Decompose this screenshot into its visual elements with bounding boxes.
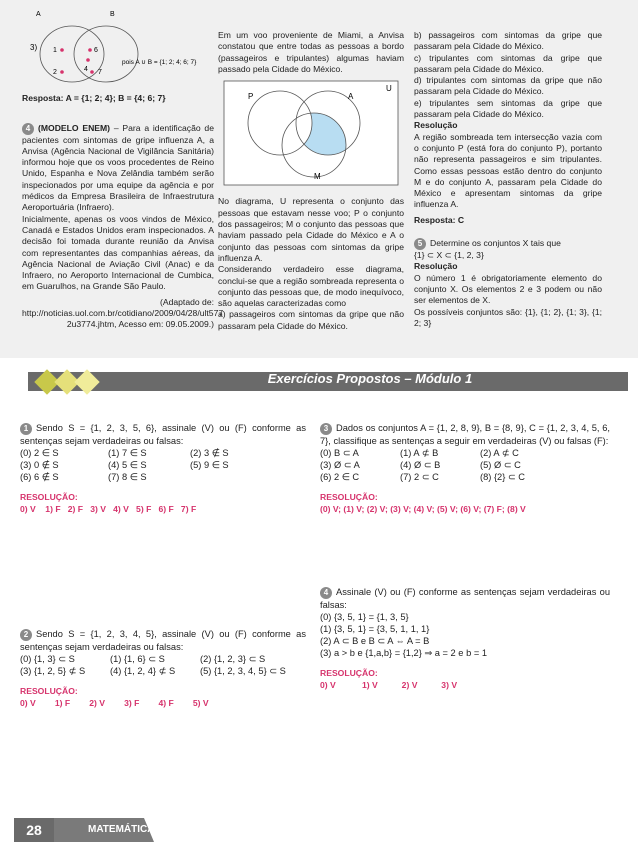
statement-row: (6) 6 ∉ S (7) 8 ∈ S xyxy=(20,472,147,482)
diagram-explanation: No diagrama, U representa o conjunto das pessoas que estavam nesse voo; P o conjunto dos passageiros; M o conjunto das pessoas que haviam passado pela Cidade do México e A o conjunto das pessoas com sintomas da gripe influenza A. xyxy=(218,196,404,263)
context-paragraph: Em um voo proveniente de Miami, a Anvisa constatou que entre todas as pessoas a bordo (passageiros e tripulantes) algumas haviam passado pela Cidade do México. xyxy=(218,30,404,74)
venn-set-a xyxy=(40,26,104,82)
question-4: 4 (MODELO ENEM) – Para a identificação de pacientes com sintomas de gripe influenza A, a Anvisa (Agência Nacional de Vigilância Sanitária) informou hoje que os voos procedentes de Reino Unido, Espanha e Nova Zelândia também serão inspecionados por uma equipe da agência e por médicos da Empresa Brasileira de Infraestrutura Aeroportuária (Infraero). xyxy=(22,122,214,213)
statement-row: (3) 0 ∉ S (4) 5 ∈ S (5) 9 ∈ S xyxy=(20,460,229,470)
resolution-label: RESOLUÇÃO: xyxy=(20,686,78,696)
statement-row: (0) B ⊂ A (1) A ⊄ B (2) A ⊄ C xyxy=(320,448,519,458)
exercise-number-badge: 3 xyxy=(320,423,332,435)
resolution-answers: 0) V 1) F 2) V 3) F 4) F 5) V xyxy=(20,698,209,708)
resolution-answers: 0) V 1) V 2) V 3) V xyxy=(320,680,458,690)
resolution-answers: (0) V; (1) V; (2) V; (3) V; (4) V; (5) V; (6) V; (7) F; (8) V xyxy=(320,504,526,514)
left-column xyxy=(22,6,224,331)
resolution-label: RESOLUÇÃO: xyxy=(320,492,378,502)
large-venn-diagram xyxy=(218,79,404,189)
option-d: d) tripulantes com sintomas da gripe que não passaram pela Cidade do México. xyxy=(414,75,602,97)
right-column xyxy=(414,30,602,329)
statement-line: (2) A ⊂ B e B ⊂ A ⇔ A = B xyxy=(320,636,430,646)
venn-set-b xyxy=(74,26,138,82)
answer-line: Resposta: A = {1; 2; 4}; B = {4; 6; 7} xyxy=(22,93,166,104)
exercise-1: 1 Sendo S = {1, 2, 3, 5, 6}, assinale (V) ou (F) conforme as sentenças sejam verdadeiras ou falsas: (0) 2 ∈ S (1) 7 ∈ S (2) 3 ∉ S (3) 0 ∉ S (4) 5 ∈ S (5) 9 ∈ S (6) 6 ∉ S (7) 8 ∈ S RESOLUÇÃO: 0) V 1) F 2) F 3) V 4) V 5) F 6) F 7) F xyxy=(20,423,306,514)
svg-text:6: 6 xyxy=(94,47,98,54)
resolution-label: RESOLUÇÃO: xyxy=(320,668,378,678)
statement-row: (3) Ø ⊂ A (4) Ø ⊂ B (5) Ø ⊂ C xyxy=(320,460,521,470)
question-5-resolution-2: Os possíveis conjuntos são: {1}, {1; 2}, {1; 3}, {1; 2; 3} xyxy=(414,306,602,328)
exercise-number-badge: 2 xyxy=(20,629,32,641)
statement-row: (6) 2 ∈ C (7) 2 ⊂ C (8) {2} ⊂ C xyxy=(320,472,525,482)
small-venn-diagram xyxy=(22,6,214,86)
option-b: b) passageiros com sintomas da gripe que passaram pela Cidade do México. xyxy=(414,30,602,52)
svg-text:A: A xyxy=(348,92,354,102)
venn-union-note: pois A ∪ B = {1; 2; 4; 6; 7} xyxy=(122,59,197,66)
resolution-heading: Resolução xyxy=(414,120,458,131)
statement-line: (0) {3, 5, 1} = {1, 3, 5} xyxy=(320,612,409,622)
statement-row: (0) 2 ∈ S (1) 7 ∈ S (2) 3 ∉ S xyxy=(20,448,229,458)
svg-text:A: A xyxy=(36,11,41,18)
resolution-answers: 0) V 1) F 2) F 3) V 4) V 5) F 6) F 7) F xyxy=(20,504,197,514)
source-line-2: http://noticias.uol.com.br/cotidiano/2009/04/28/ult577 xyxy=(22,308,224,319)
question-5-resolution-1: O número 1 é obrigatoriamente elemento do conjunto X. Os elementos 2 e 3 podem ou não ser elementos de X. xyxy=(414,272,602,306)
statement-line: (3) a > b e {1,a,b} = {1,2} ⇒ a = 2 e b = 1 xyxy=(320,648,487,658)
question-5: 5 Determine os conjuntos X tais que xyxy=(414,238,602,250)
question-5-resolution-heading: Resolução xyxy=(414,261,458,272)
exercise-number-badge: 4 xyxy=(320,587,332,599)
svg-text:M: M xyxy=(314,172,321,182)
option-e: e) tripulantes sem sintomas da gripe que passaram pela Cidade do México. xyxy=(414,97,602,120)
source-line-1: (Adaptado de: xyxy=(160,296,214,307)
svg-text:4: 4 xyxy=(84,66,88,73)
resolution-label: RESOLUÇÃO: xyxy=(20,492,78,502)
question-5-condition: {1} ⊂ X ⊂ {1, 2, 3} xyxy=(414,250,484,261)
exercise-2: 2 Sendo S = {1, 2, 3, 4, 5}, assinale (V) ou (F) conforme as sentenças sejam verdadeiras ou falsas: (0) {1, 3} ⊂ S (1) {1, 6} ⊂ S (2) {1, 2, 3} ⊂ S (3) {1, 2, 5} ⊄ S (4) {1, 2, 4} ⊄ S (5) {1, 2, 3, 4, 5} ⊂ S RESOLUÇÃO: 0) V 1) F 2) V 3) F 4) F 5) V xyxy=(20,629,306,708)
svg-text:1: 1 xyxy=(53,47,57,54)
answer-c: Resposta: C xyxy=(414,214,465,225)
banner-title: Exercícios Propostos – Módulo 1 xyxy=(267,371,473,386)
option-a: a) passageiros com sintomas da gripe que não passaram pela Cidade do México. xyxy=(218,309,404,331)
page-footer xyxy=(0,818,638,856)
svg-text:B: B xyxy=(110,11,115,18)
statement-row: (3) {1, 2, 5} ⊄ S (4) {1, 2, 4} ⊄ S (5) {1, 2, 3, 4, 5} ⊂ S xyxy=(20,666,286,676)
exercise-4: 4 Assinale (V) ou (F) conforme as sentenças sejam verdadeiras ou falsas: (0) {3, 5, 1} = {1, 3, 5} (1) {3, 5, 1} = {3, 5, 1, 1, 1} (2) A ⊂ B e B ⊂ A ⇔ A = B (3) a > b e {1,a,b} = {1,2} ⇒ a = 2 e b = 1 RESOLUÇÃO: 0) V 1) V 2) V 3) V xyxy=(320,587,610,690)
svg-text:P: P xyxy=(248,92,254,102)
question-4-paragraph-2: Inicialmente, apenas os voos vindos de México, Canadá e Estados Unidos eram inspecionados. A decisão foi tomada durante reunião da Anvisa com representantes das companhias aéreas, da Agência Nacional de Aviação Civil (Anac) e da Infraero, no Aeroporto Internacional de Cumbica, em Guarulhos, na Grande São Paulo. xyxy=(22,213,214,292)
svg-text:7: 7 xyxy=(98,69,102,76)
statement-row: (0) {1, 3} ⊂ S (1) {1, 6} ⊂ S (2) {1, 2, 3} ⊂ S xyxy=(20,654,266,664)
exercise-3: 3 Dados os conjuntos A = {1, 2, 8, 9}, B = {8, 9}, C = {1, 2, 3, 4, 5, 6, 7}, classifique as sentenças a seguir em verdadeiras (V) ou falsas (F): (0) B ⊂ A (1) A ⊄ B (2) A ⊄ C (3) Ø ⊂ A (4) Ø ⊂ B (5) Ø ⊂ C (6) 2 ∈ C (7) 2 ⊂ C (8) {2} ⊂ C RESOLUÇÃO: (0) V; (1) V; (2) V; (3) V; (4) V; (5) V; (6) V; (7) F; (8) V xyxy=(320,423,610,514)
exercise-number-badge: 1 xyxy=(20,423,32,435)
section-banner xyxy=(0,368,638,396)
source-line-3: 2u3774.jhtm, Acesso em: 09.05.2009.) xyxy=(66,319,214,330)
svg-text:U: U xyxy=(386,84,392,94)
middle-column xyxy=(218,30,404,332)
resolution-text: A região sombreada tem intersecção vazia com o conjunto P (está fora do conjunto P), portanto não representa passageiros e sim tripulantes. Como essas pessoas estão dentro do conjunto M e do conjunto A, passaram pela Cidade do México e apresentam sintomas da gripe influenza A. xyxy=(414,131,602,210)
svg-text:2: 2 xyxy=(53,69,57,76)
question-number-badge: 5 xyxy=(414,238,426,250)
option-c: c) tripulantes com sintomas da gripe que passaram pela Cidade do México. xyxy=(414,52,602,74)
page-number: 28 xyxy=(14,818,54,842)
subject-label: MATEMÁTICA xyxy=(88,824,155,835)
venn-label-num: 3) xyxy=(30,43,38,52)
statement-line: (1) {3, 5, 1} = {3, 5, 1, 1, 1} xyxy=(320,624,430,634)
question-number-badge: 4 xyxy=(22,123,34,135)
diagram-conclusion: Considerando verdadeiro esse diagrama, conclui-se que a região sombreada representa o conjunto das pessoas que, de modo inequívoco, são aquelas caracterizadas como xyxy=(218,264,404,309)
